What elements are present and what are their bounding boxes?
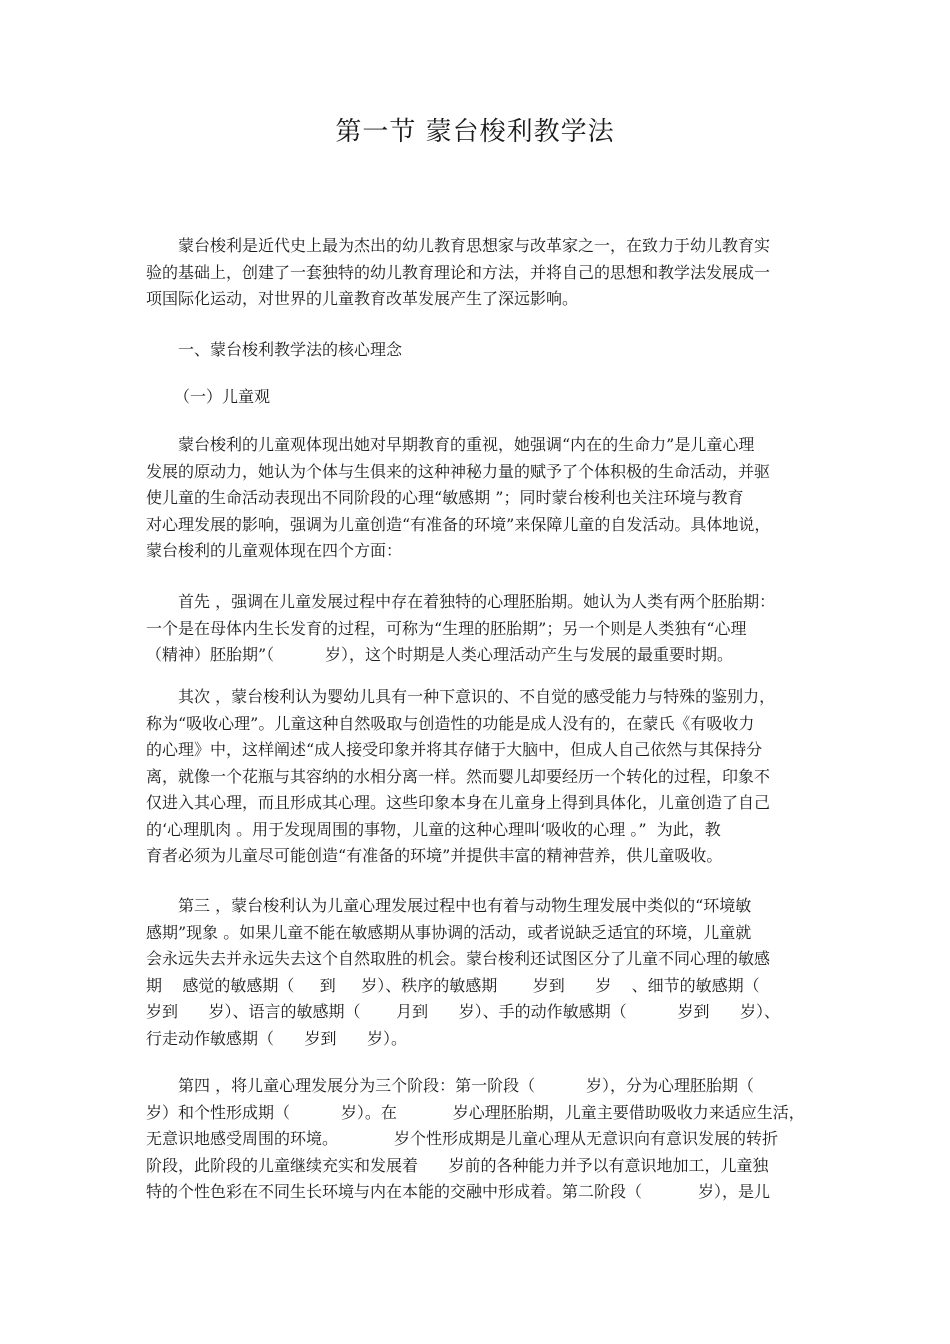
text-line: 蒙台梭利的儿童观体现在四个方面： xyxy=(146,541,403,560)
text-line: 仅进入其心理，而且形成其心理。这些印象本身在儿童身上得到具体化，儿童创造了自己 xyxy=(146,793,771,812)
text-line: 第三 ，蒙台梭利认为儿童心理发展过程中也有着与动物生理发展中类似的“环境敏 xyxy=(178,896,752,915)
text-line: 蒙台梭利的儿童观体现出她对早期教育的重视，她强调“内在的生命力”是儿童心理 xyxy=(178,435,755,454)
text-line: 的心理》中，这样阐述“成人接受印象并将其存储于大脑中，但成人自己依然与其保持分 xyxy=(146,740,763,759)
intro-paragraph xyxy=(146,233,806,313)
text-line: （一）儿童观 xyxy=(174,387,271,406)
text-line: 首先 ，强调在儿童发展过程中存在着独特的心理胚胎期。她认为人类有两个胚胎期： xyxy=(178,592,776,611)
text-line: 离，就像一个花瓶与其容纳的水相分离一样。然而婴儿却要经历一个转化的过程，印象不 xyxy=(146,766,771,786)
text-line: 验的基础上，创建了一套独特的幼儿教育理论和方法，并将自己的思想和教学法发展成一 xyxy=(146,262,771,282)
text-line: 称为“吸收心理”。儿童这种自然吸取与创造性的功能是成人没有的，在蒙氏《有吸收力 xyxy=(146,713,755,733)
section-title: 第一节 蒙台梭利教学法 xyxy=(335,117,615,147)
text-line: 发展的原动力，她认为个体与生俱来的这种神秘力量的赋予了个体积极的生命活动，并驱 xyxy=(146,461,771,481)
text-line: 的‘心理肌肉 。用于发现周围的事物，儿童的这种心理叫‘吸收的心理 。” 为此，教 xyxy=(146,819,721,839)
text-line: （精神）胚胎期”（ 岁），这个时期是人类心理活动产生与发展的最重要时期。 xyxy=(146,645,734,664)
section-heading xyxy=(146,337,806,364)
text-line: 第四 ，将儿童心理发展分为三个阶段：第一阶段（ 岁），分为心理胚胎期（ xyxy=(178,1076,754,1095)
fourth-point-paragraph xyxy=(146,1073,806,1206)
text-line: 岁到 岁）、语言的敏感期（ 月到 岁）、手的动作敏感期（ 岁到 岁）、 xyxy=(146,1002,781,1021)
text-line: 使儿童的生命活动表现出不同阶段的心理“敏感期 ”；同时蒙台梭利也关注环境与教育 xyxy=(146,488,744,507)
text-line: 无意识地感受周围的环境。 岁个性形成期是儿童心理从无意识向有意识发展的转折 xyxy=(146,1129,778,1148)
text-line: 期 感觉的敏感期（ 到 岁）、秩序的敏感期 岁到 岁 、细节的敏感期（ xyxy=(146,975,760,995)
text-line: 蒙台梭利是近代史上最为杰出的幼儿教育思想家与改革家之一，在致力于幼儿教育实 xyxy=(178,236,771,255)
first-point-paragraph xyxy=(146,589,806,669)
second-point-paragraph xyxy=(146,684,806,870)
text-line: 育者必须为儿童尽可能创造“有准备的环境”并提供丰富的精神营养，供儿童吸收。 xyxy=(146,846,723,865)
text-line: 感期”现象 。如果儿童不能在敏感期从事协调的活动，或者说缺乏适宜的环境，儿童就 xyxy=(146,922,752,942)
text-line: 会永远失去并永远失去这个自然取胜的机会。蒙台梭利还试图区分了儿童不同心理的敏感 xyxy=(146,949,771,968)
subsection-heading xyxy=(146,384,806,411)
text-line: 其次 ，蒙台梭利认为婴幼儿具有一种下意识的、不自觉的感受能力与特殊的鉴别力， xyxy=(178,687,776,706)
third-point-paragraph xyxy=(146,893,806,1052)
child-view-paragraph xyxy=(146,432,806,565)
text-line: 特的个性色彩在不同生长环境与内在本能的交融中形成着。第二阶段（ 岁），是儿 xyxy=(146,1182,770,1201)
text-line: 岁）和个性形成期（ 岁）。在 岁心理胚胎期，儿童主要借助吸收力来适应生活， xyxy=(146,1102,805,1122)
text-line: 行走动作敏感期（ 岁到 岁）。 xyxy=(146,1028,408,1048)
text-line: 项国际化运动，对世界的儿童教育改革发展产生了深远影响。 xyxy=(146,289,579,308)
text-line: 阶段，此阶段的儿童继续充实和发展着 岁前的各种能力并予以有意识地加工，儿童独 xyxy=(146,1155,769,1175)
text-line: 对心理发展的影响，强调为儿童创造“有准备的环境”来保障儿童的自发活动。具体地说， xyxy=(146,514,771,534)
text-line: 一、蒙台梭利教学法的核心理念 xyxy=(178,340,403,359)
text-line: 一个是在母体内生长发育的过程，可称为“生理的胚胎期”；另一个则是人类独有“心理 xyxy=(146,618,747,638)
